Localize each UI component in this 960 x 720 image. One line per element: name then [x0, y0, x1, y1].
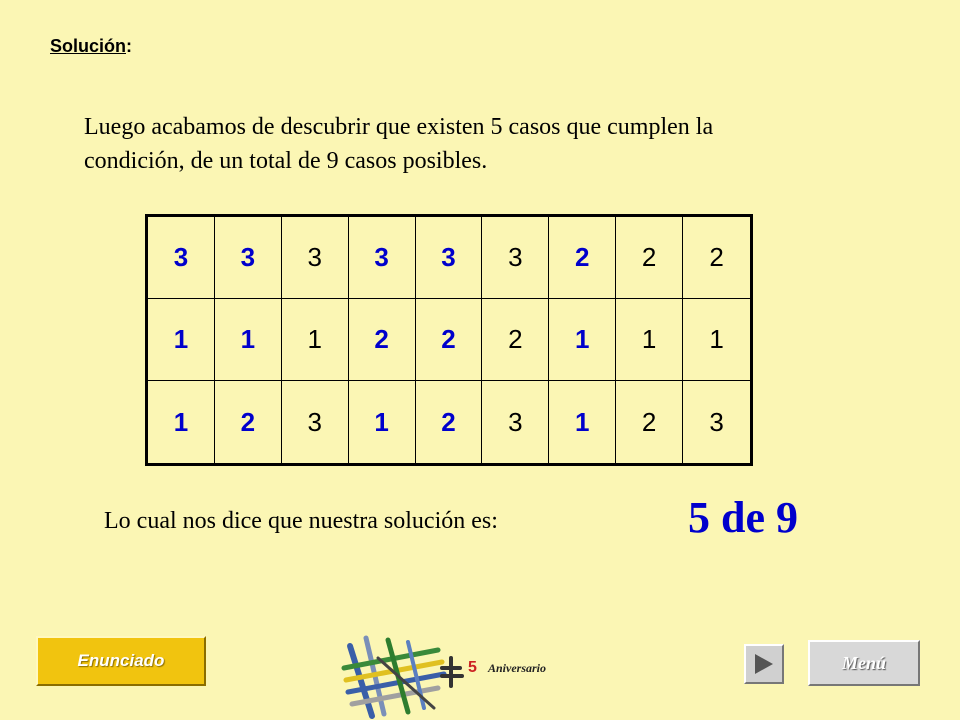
table-cell: 3: [215, 217, 282, 299]
next-button[interactable]: [744, 644, 784, 684]
table-cell: 1: [549, 381, 616, 463]
table-cell: 2: [349, 299, 416, 381]
table-cell: 2: [416, 381, 483, 463]
solution-heading: [50, 36, 132, 57]
table-cell: 3: [482, 381, 549, 463]
table-cell: 1: [349, 381, 416, 463]
table-cell: 1: [549, 299, 616, 381]
table-cell: 3: [282, 217, 349, 299]
table-cell: 3: [709, 406, 724, 437]
table-cell: 2: [416, 299, 483, 381]
table-cell: 2: [215, 381, 282, 463]
logo-graphic: [344, 638, 462, 716]
table-cell: 1: [282, 299, 349, 381]
table-cell: 1: [215, 299, 282, 381]
logo-number: 5: [468, 659, 477, 676]
table-cell: 2: [549, 217, 616, 299]
cases-table: [145, 214, 753, 466]
logo-text: Aniversario: [488, 661, 547, 675]
conclusion-text: Lo cual nos dice que nuestra solución es:: [104, 508, 498, 534]
anniversary-logo: [338, 628, 578, 720]
table-cell: 3: [482, 217, 549, 299]
table-cell: 3: [282, 381, 349, 463]
explanation-paragraph: Luego acabamos de descubrir que existen 5 casos que cumplen la condición, de un total de 9 casos posibles.: [84, 114, 714, 174]
menu-button[interactable]: Menú: [808, 640, 920, 686]
solution-heading-colon: :: [126, 36, 132, 56]
table-cell: 1: [616, 299, 683, 381]
table-cell: 2: [616, 217, 683, 299]
table-cell: 1: [683, 299, 750, 381]
table-cell: 2: [616, 381, 683, 463]
table-cell: 2: [482, 299, 549, 381]
play-arrow-icon: [753, 652, 775, 676]
table-cell: 1: [148, 381, 215, 463]
table-cell: 2: [683, 217, 750, 299]
table-cell: 3: [416, 217, 483, 299]
enunciado-button[interactable]: Enunciado: [36, 636, 206, 686]
answer-value: 5 de 9: [688, 493, 798, 542]
table-cell: 3: [349, 217, 416, 299]
table-cell: 1: [148, 299, 215, 381]
solution-heading-word: Solución: [50, 36, 126, 56]
table-cell: 3: [148, 217, 215, 299]
